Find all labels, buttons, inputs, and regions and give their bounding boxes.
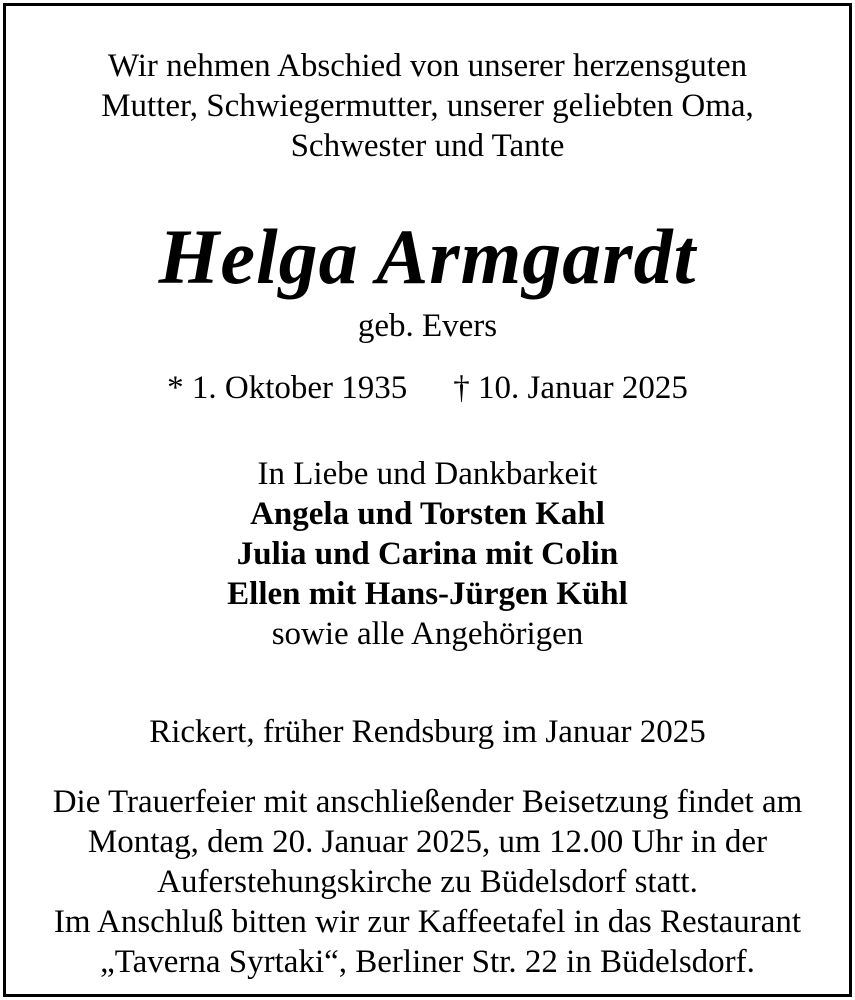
mourners-list — [6, 454, 849, 654]
mourner-family-1: Angela und Torsten Kahl — [250, 496, 605, 532]
mourner-family-3: Ellen mit Hans-Jürgen Kühl — [227, 576, 628, 612]
service-line-3: Auferstehungskirche zu Büdelsdorf statt. — [157, 864, 698, 900]
service-line-2: Montag, dem 20. Januar 2025, um 12.00 Uhr in der — [87, 824, 768, 860]
deceased-name: Helga Armgardt — [158, 213, 697, 300]
life-dates — [6, 368, 849, 408]
service-info — [6, 782, 849, 982]
service-line-5: „Taverna Syrtaki“, Berliner Str. 22 in Büdelsdorf. — [100, 944, 755, 980]
place-and-date: Rickert, früher Rendsburg im Januar 2025 — [149, 714, 706, 750]
death-date: † 10. Januar 2025 — [453, 370, 688, 406]
service-line-1: Die Trauerfeier mit anschließender Beisetzung findet am — [52, 784, 803, 820]
birth-date: * 1. Oktober 1935 — [167, 370, 408, 406]
obituary-notice — [6, 6, 849, 994]
intro-line-2: Mutter, Schwiegermutter, unserer geliebten Oma, — [101, 88, 754, 124]
service-line-4: Im Anschluß bitten wir zur Kaffeetafel in das Restaurant — [53, 904, 802, 940]
intro-text — [6, 46, 849, 166]
mourners-intro: In Liebe und Dankbarkeit — [257, 456, 598, 492]
mourner-family-2: Julia und Carina mit Colin — [236, 536, 619, 572]
mourners-others: sowie alle Angehörigen — [271, 616, 584, 652]
intro-line-3: Schwester und Tante — [290, 128, 565, 164]
maiden-name: geb. Evers — [357, 308, 498, 344]
intro-line-1: Wir nehmen Abschied von unserer herzensguten — [107, 48, 748, 84]
obituary-border — [3, 3, 852, 997]
